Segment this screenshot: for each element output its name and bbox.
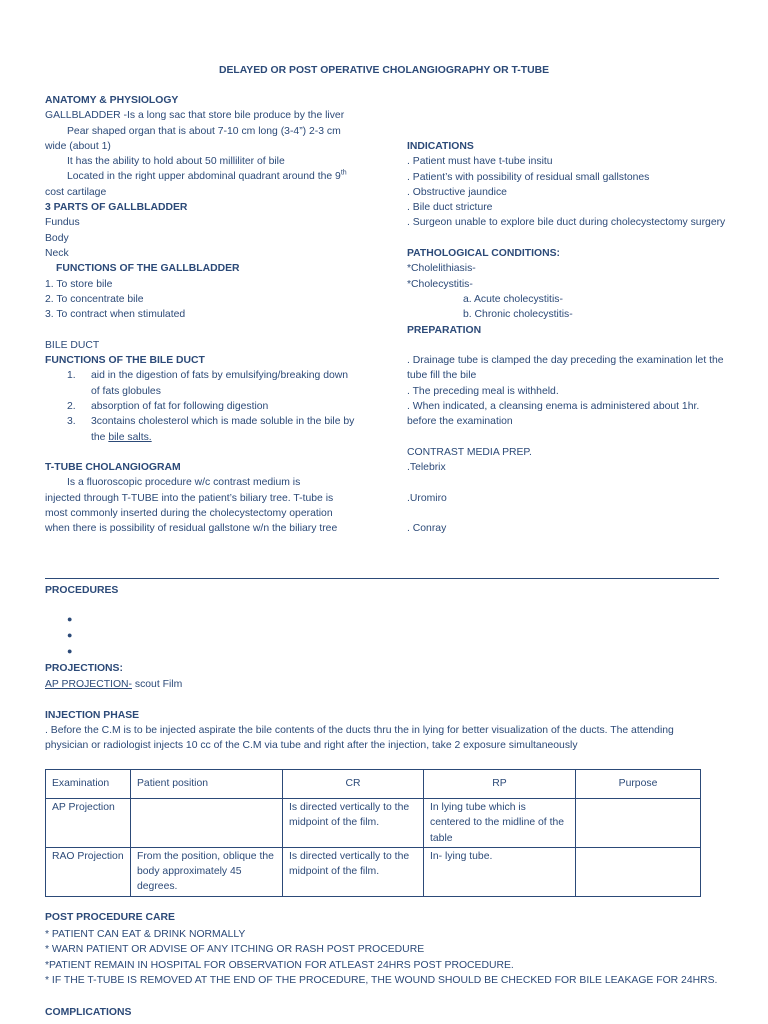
injection-text: . Before the C.M is to be injected aspirate the bile contents of the ducts thru the in lying for better visualization of the ducts. The attending physician or radiologist injects 10 cc of the C.M via tube and right after the injection, take 2 exposure simultaneously [45, 725, 674, 752]
table-cell: AP Projection [46, 799, 131, 848]
anatomy-heading: ANATOMY & PHYSIOLOGY [45, 95, 179, 106]
post-care-list [45, 927, 735, 988]
bile-duct-label: BILE DUCT [45, 339, 100, 351]
function-item: 3. To contract when stimulated [45, 309, 186, 321]
indication-item: . Bile duct stricture [407, 202, 493, 214]
document-title: DELAYED OR POST OPERATIVE CHOLANGIOGRAPHY OR T-TUBE [218, 65, 550, 76]
parts-heading: 3 PARTS OF GALLBLADDER [45, 202, 188, 214]
bullet-icon: ● [67, 646, 73, 656]
location-text: Located in the right upper abdominal quadrant around the 9th cost cartilage [45, 170, 347, 198]
injection-heading: INJECTION PHASE [45, 710, 140, 721]
table-cell [131, 799, 283, 848]
pathological-heading: PATHOLOGICAL CONDITIONS: [407, 248, 560, 260]
projections-heading: PROJECTIONS: [45, 663, 123, 674]
contrast-item: .Telebrix [407, 462, 446, 474]
table-row [46, 847, 701, 896]
empty-bullet-list [67, 612, 72, 660]
post-care-item: * PATIENT CAN EAT & DRINK NORMALLY [45, 929, 246, 940]
indication-item: . Obstructive jaundice [407, 186, 507, 198]
ttube-text-first: Is a fluoroscopic procedure w/c contrast medium is [67, 477, 301, 489]
indication-item: . Patient must have t-tube insitu [407, 156, 553, 168]
contrast-item: .Uromiro [407, 492, 447, 504]
gallbladder-functions-heading: FUNCTIONS OF THE GALLBLADDER [56, 263, 240, 275]
preparation-item: . The preceding meal is withheld. [407, 385, 559, 397]
preparation-item: . When indicated, a cleansing enema is administered about 1hr. before the examination [407, 401, 700, 428]
pathological-item: *Cholelithiasis- [407, 263, 476, 275]
table-row [46, 799, 701, 848]
table-cell: RAO Projection [46, 847, 131, 896]
indication-item: . Surgeon unable to explore bile duct during cholecystectomy surgery [407, 217, 726, 229]
pear-shaped-text: Pear shaped organ that is about 7-10 cm long (3-4”) 2-3 cm wide (about 1) [45, 125, 341, 152]
pathological-subitem: a. Acute cholecystitis- [463, 293, 563, 305]
table-cell [576, 847, 701, 896]
part-item: Fundus [45, 217, 80, 229]
ttube-heading: T-TUBE CHOLANGIOGRAM [45, 462, 181, 474]
column-header: RP [424, 770, 576, 799]
table-cell [576, 799, 701, 848]
bile-salts-text: bile salts. [108, 431, 152, 443]
list-item: 2. absorption of fat for following digestion [67, 400, 269, 412]
part-item: Neck [45, 247, 69, 259]
complications-heading: COMPLICATIONS [45, 1007, 132, 1018]
table-cell: Is directed vertically to the midpoint of the film. [283, 847, 424, 896]
indications-heading: INDICATIONS [407, 141, 474, 152]
column-header: Purpose [576, 770, 701, 799]
bullet-icon: ● [67, 614, 73, 624]
ap-projection-line: AP PROJECTION- scout Film [45, 679, 183, 690]
bile-duct-functions-list [45, 368, 357, 444]
list-item: 1. aid in the digestion of fats by emulsifying/breaking down of fats globules [67, 370, 349, 397]
part-item: Body [45, 232, 69, 244]
indication-item: . Patient’s with possibility of residual small gallstones [407, 171, 650, 183]
contrast-heading: CONTRAST MEDIA PREP. [407, 446, 532, 458]
column-header: Examination [46, 770, 131, 799]
post-care-heading: POST PROCEDURE CARE [45, 912, 175, 923]
table-cell: Is directed vertically to the midpoint of the film. [283, 799, 424, 848]
pathological-item: *Cholecystitis- [407, 278, 473, 290]
table-cell: From the position, oblique the body approximately 45 degrees. [131, 847, 283, 896]
function-item: 1. To store bile [45, 278, 113, 290]
column-header: CR [283, 770, 424, 799]
section-divider [45, 578, 719, 579]
projection-table [45, 769, 701, 897]
left-column [45, 93, 357, 537]
ttube-text: injected through T-TUBE into the patient’s biliary tree. T-tube is most commonly inserted during the cholecystectomy operation when there is possibility of residual gallstone w/n the biliary tree [45, 492, 338, 535]
gallbladder-definition: GALLBLADDER -Is a long sac that store bile produce by the liver [45, 110, 345, 122]
bile-duct-functions-heading: FUNCTIONS OF THE BILE DUCT [45, 355, 205, 367]
column-header: Patient position [131, 770, 283, 799]
contrast-item: . Conray [407, 523, 447, 535]
post-care-item: *PATIENT REMAIN IN HOSPITAL FOR OBSERVATION FOR ATLEAST 24HRS POST PROCEDURE. [45, 959, 514, 971]
bullet-icon: ● [67, 630, 73, 640]
preparation-item: . Drainage tube is clamped the day preceding the examination let the tube fill the bile [407, 355, 724, 382]
hold-capacity-text: It has the ability to hold about 50 milliliter of bile [67, 156, 285, 168]
table-cell: In- lying tube. [424, 847, 576, 896]
preparation-heading: PREPARATION [407, 324, 482, 336]
table-cell: In lying tube which is centered to the midline of the table [424, 799, 576, 848]
right-column [407, 139, 727, 537]
post-care-item: * IF THE T-TUBE IS REMOVED AT THE END OF THE PROCEDURE, THE WOUND SHOULD BE CHECKED FOR BILE LEAKAGE FOR 24HRS. [45, 974, 718, 986]
function-item: 2. To concentrate bile [45, 293, 144, 305]
table-header-row [46, 770, 701, 799]
list-item: 3. 3contains cholesterol which is made soluble in the bile by the bile salts. [67, 416, 355, 443]
pathological-subitem: b. Chronic cholecystitis- [463, 309, 573, 321]
procedures-heading: PROCEDURES [45, 585, 119, 596]
post-care-item: * WARN PATIENT OR ADVISE OF ANY ITCHING OR RASH POST PROCEDURE [45, 944, 425, 956]
